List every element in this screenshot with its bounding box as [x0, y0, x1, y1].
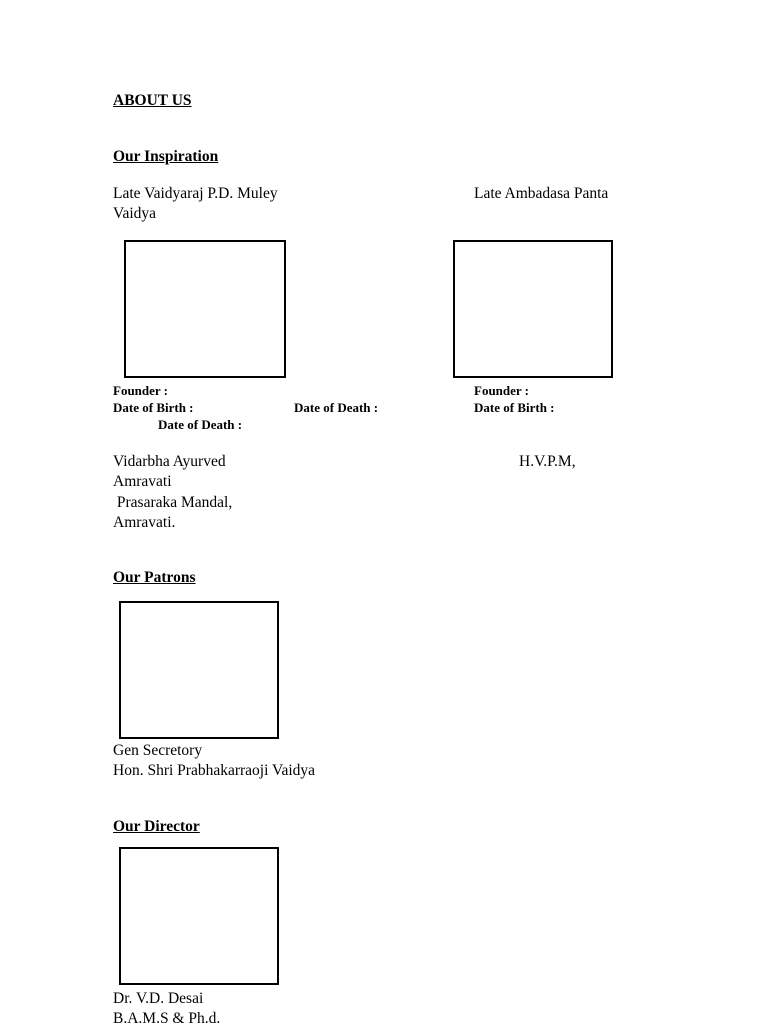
- person1-founder-label: Founder :: [113, 383, 169, 398]
- inspiration-person2-name: Late Ambadasa Panta: [474, 185, 609, 202]
- person2-org-line1: H.V.P.M,: [519, 453, 576, 470]
- person2-founder-label: Founder :: [474, 383, 530, 398]
- inspiration-heading: Our Inspiration: [113, 148, 219, 165]
- person1-photo-frame: [124, 240, 286, 378]
- person2-dod-label: Date of Death :: [158, 417, 243, 432]
- person1-org-line3: Prasaraka Mandal,: [113, 494, 233, 511]
- director-heading: Our Director: [113, 818, 200, 835]
- page-title: ABOUT US: [113, 92, 192, 109]
- inspiration-person1-name-continued: Vaidya: [113, 205, 157, 222]
- person1-org-line1: Vidarbha Ayurved: [113, 453, 226, 470]
- person1-dob-label: Date of Birth :: [113, 400, 194, 415]
- person2-dob-label: Date of Birth :: [474, 400, 555, 415]
- patron-name: Hon. Shri Prabhakarraoji Vaidya: [113, 762, 316, 779]
- director-photo-frame: [119, 847, 279, 985]
- director-name: Dr. V.D. Desai: [113, 990, 204, 1007]
- person1-dod-label: Date of Death :: [294, 400, 379, 415]
- patrons-heading: Our Patrons: [113, 569, 196, 586]
- director-qualification: B.A.M.S & Ph.d.: [113, 1010, 221, 1027]
- patron-photo-frame: [119, 601, 279, 739]
- inspiration-person1-name: Late Vaidyaraj P.D. Muley: [113, 185, 278, 202]
- person1-org-line2: Amravati: [113, 473, 172, 490]
- person1-org-line4: Amravati.: [113, 514, 176, 531]
- patron-role: Gen Secretory: [113, 742, 203, 759]
- person2-photo-frame: [453, 240, 613, 378]
